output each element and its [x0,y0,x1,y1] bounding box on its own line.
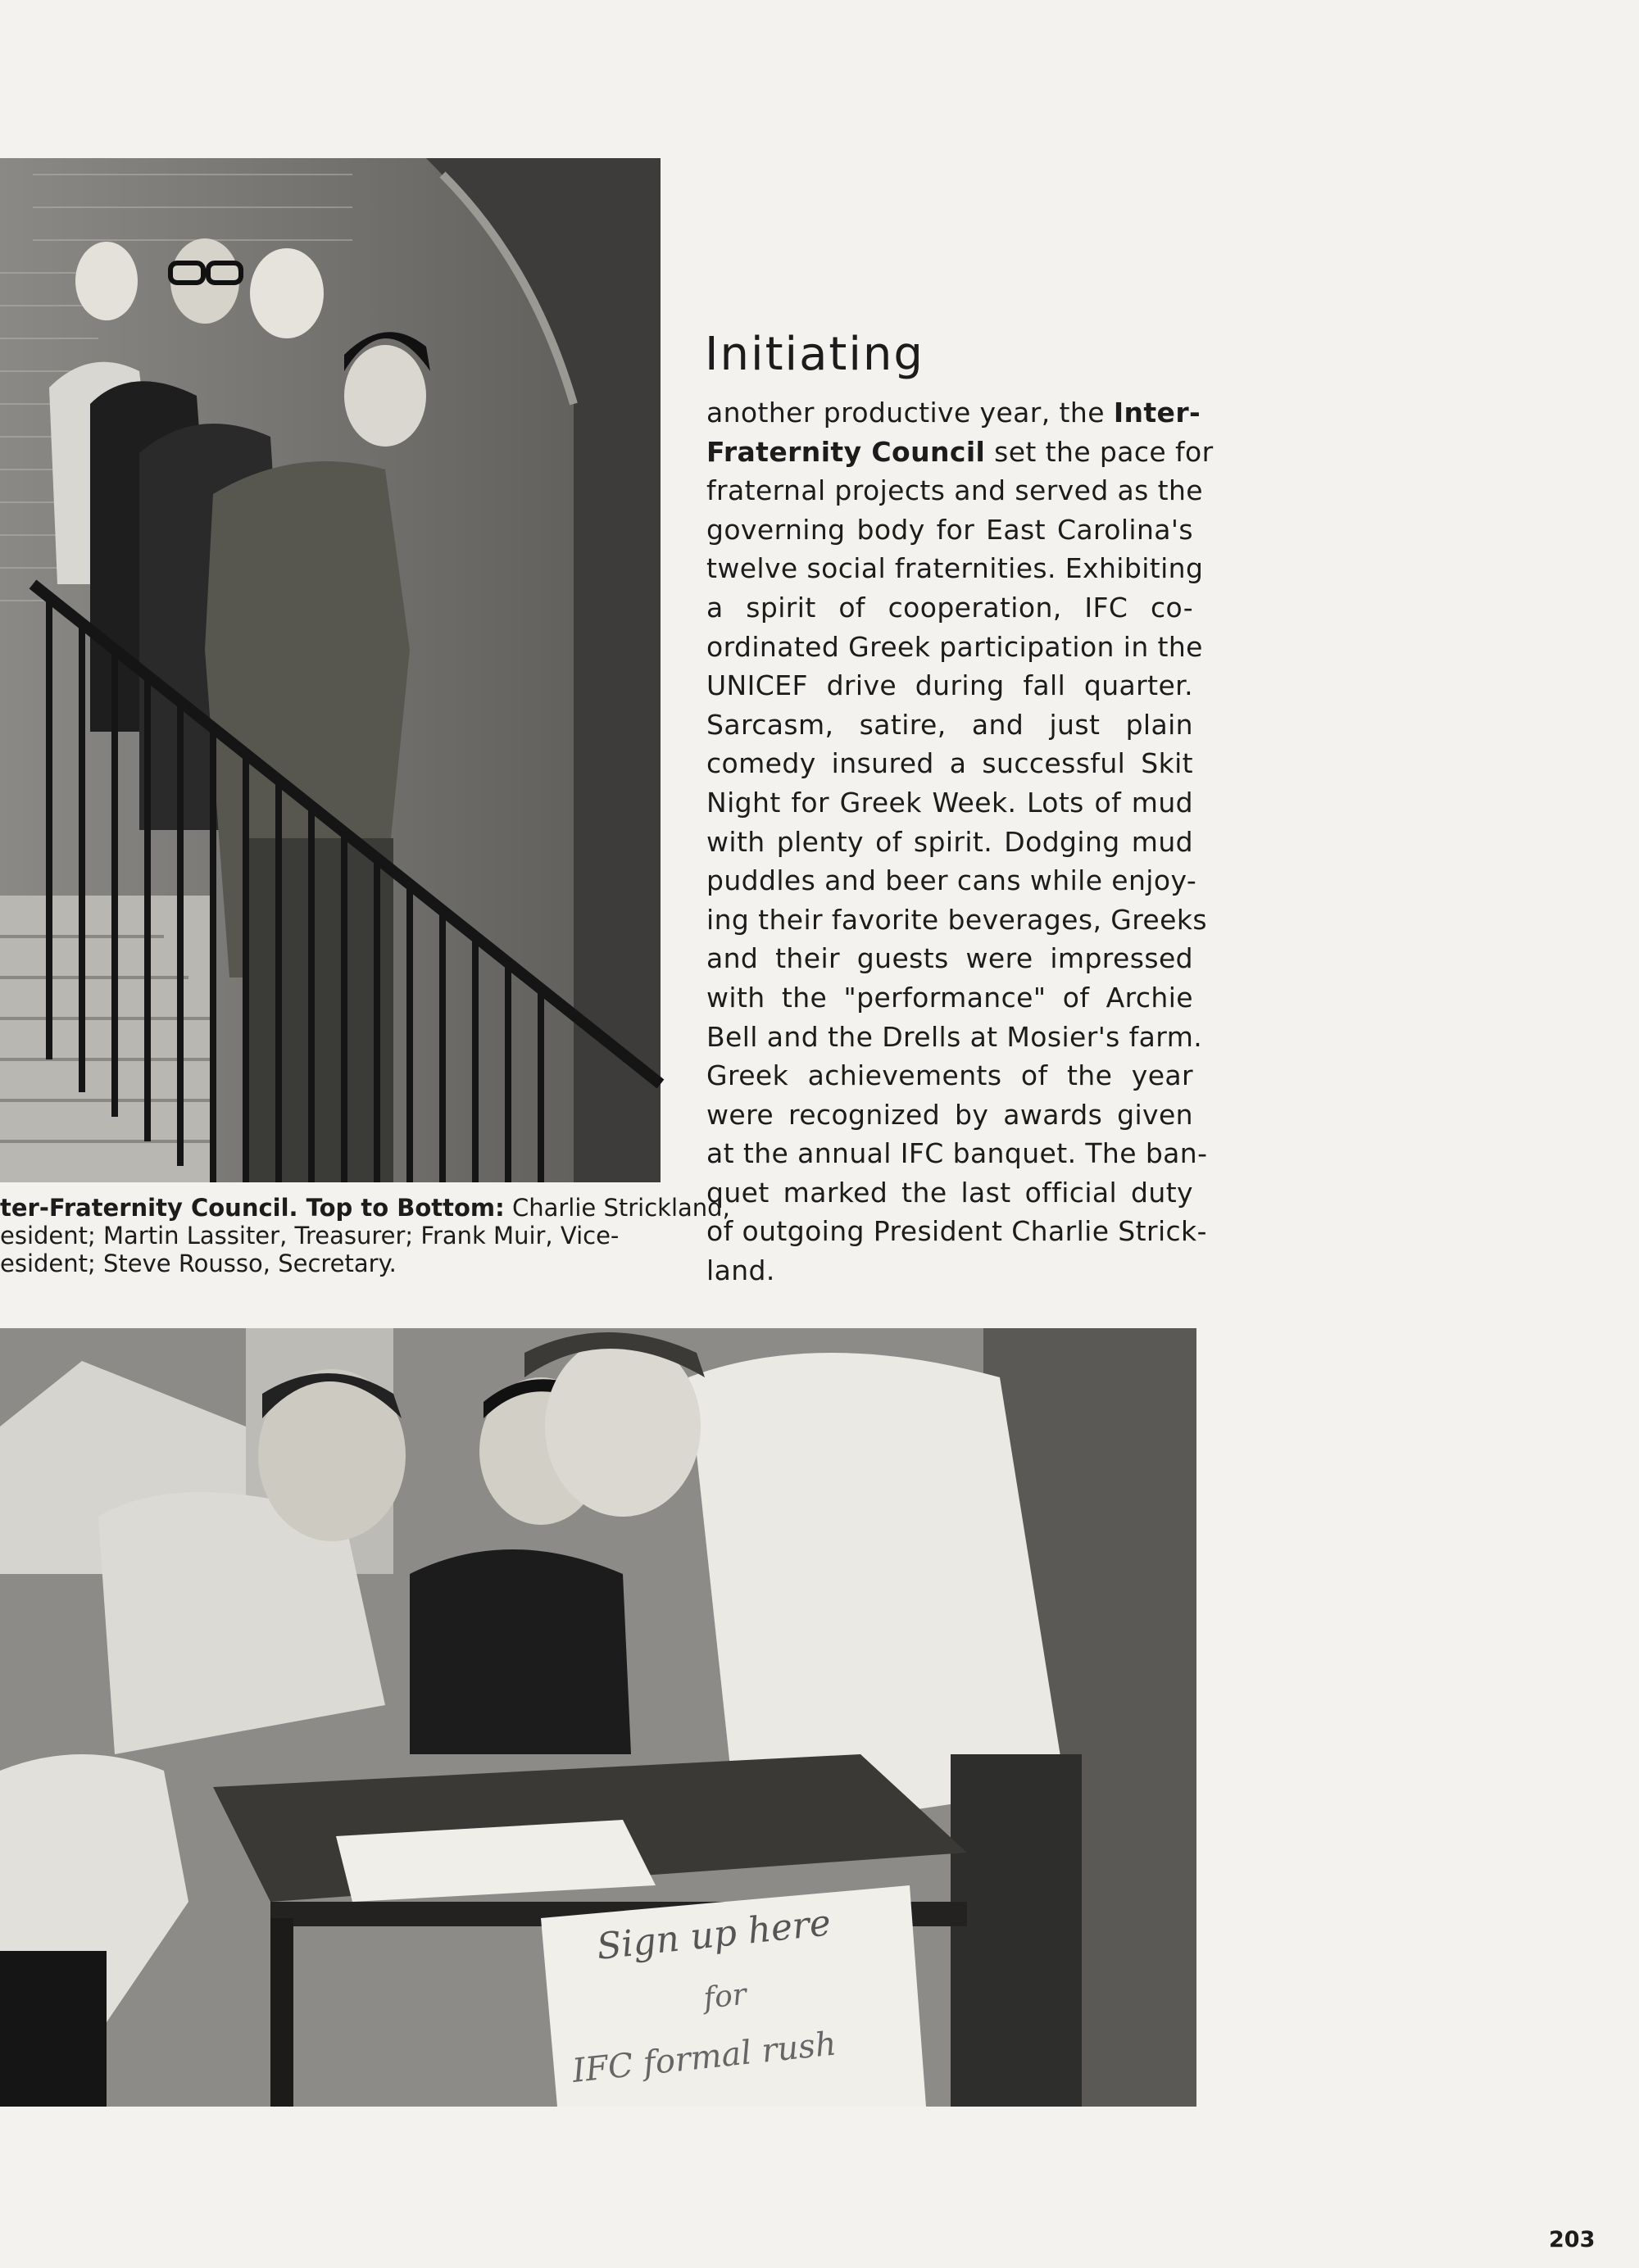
photo-rush-signup-table [0,1328,1196,2107]
body-line: another productive year, the Inter- [706,397,1201,429]
body-line: UNICEF drive during fall quarter. [706,669,1193,702]
body-line: Greek achievements of the year [706,1059,1193,1092]
sign-line-3: IFC formal rush [570,2025,838,2090]
photo-council-on-stairs [0,158,661,1182]
body-line: and their guests were impressed [706,942,1193,975]
article-body [706,393,1214,1290]
body-line: governing body for East Carolina's [706,513,1193,546]
page-number: 203 [1549,2227,1596,2252]
caption-line-1: ter-Fraternity Council. Top to Bottom: Charlie Strickland, [0,1194,730,1222]
body-line: with the "performance" of Archie [706,981,1193,1014]
body-line: a spirit of cooperation, IFC co- [706,591,1193,624]
body-line: quet marked the last official duty [706,1176,1193,1209]
body-line: ing their favorite beverages, Greeks [706,903,1207,936]
photo-caption [0,1194,730,1277]
body-line: Fraternity Council set the pace for [706,435,1214,468]
body-line: ordinated Greek participation in the [706,630,1203,663]
body-line: Sarcasm, satire, and just plain [706,708,1193,741]
sign-line-1: Sign up here [594,1902,833,1968]
article-heading: Initiating [705,328,924,381]
body-line: comedy insured a successful Skit [706,747,1193,780]
caption-line-2: esident; Martin Lassiter, Treasurer; Frank Muir, Vice- [0,1222,620,1250]
sign-line-2: for [701,1977,748,2016]
caption-line-3: esident; Steve Rousso, Secretary. [0,1250,397,1277]
body-line: puddles and beer cans while enjoy- [706,864,1197,897]
body-line: were recognized by awards given [706,1098,1193,1131]
body-line: with plenty of spirit. Dodging mud [706,825,1193,858]
body-line: of outgoing President Charlie Strick- [706,1215,1207,1248]
body-line: fraternal projects and served as the [706,474,1204,507]
body-line: Night for Greek Week. Lots of mud [706,786,1193,819]
body-line: Bell and the Drells at Mosier's farm. [706,1020,1203,1053]
body-line: at the annual IFC banquet. The ban- [706,1137,1208,1170]
body-line: land. [706,1254,775,1287]
body-line: twelve social fraternities. Exhibiting [706,552,1204,585]
